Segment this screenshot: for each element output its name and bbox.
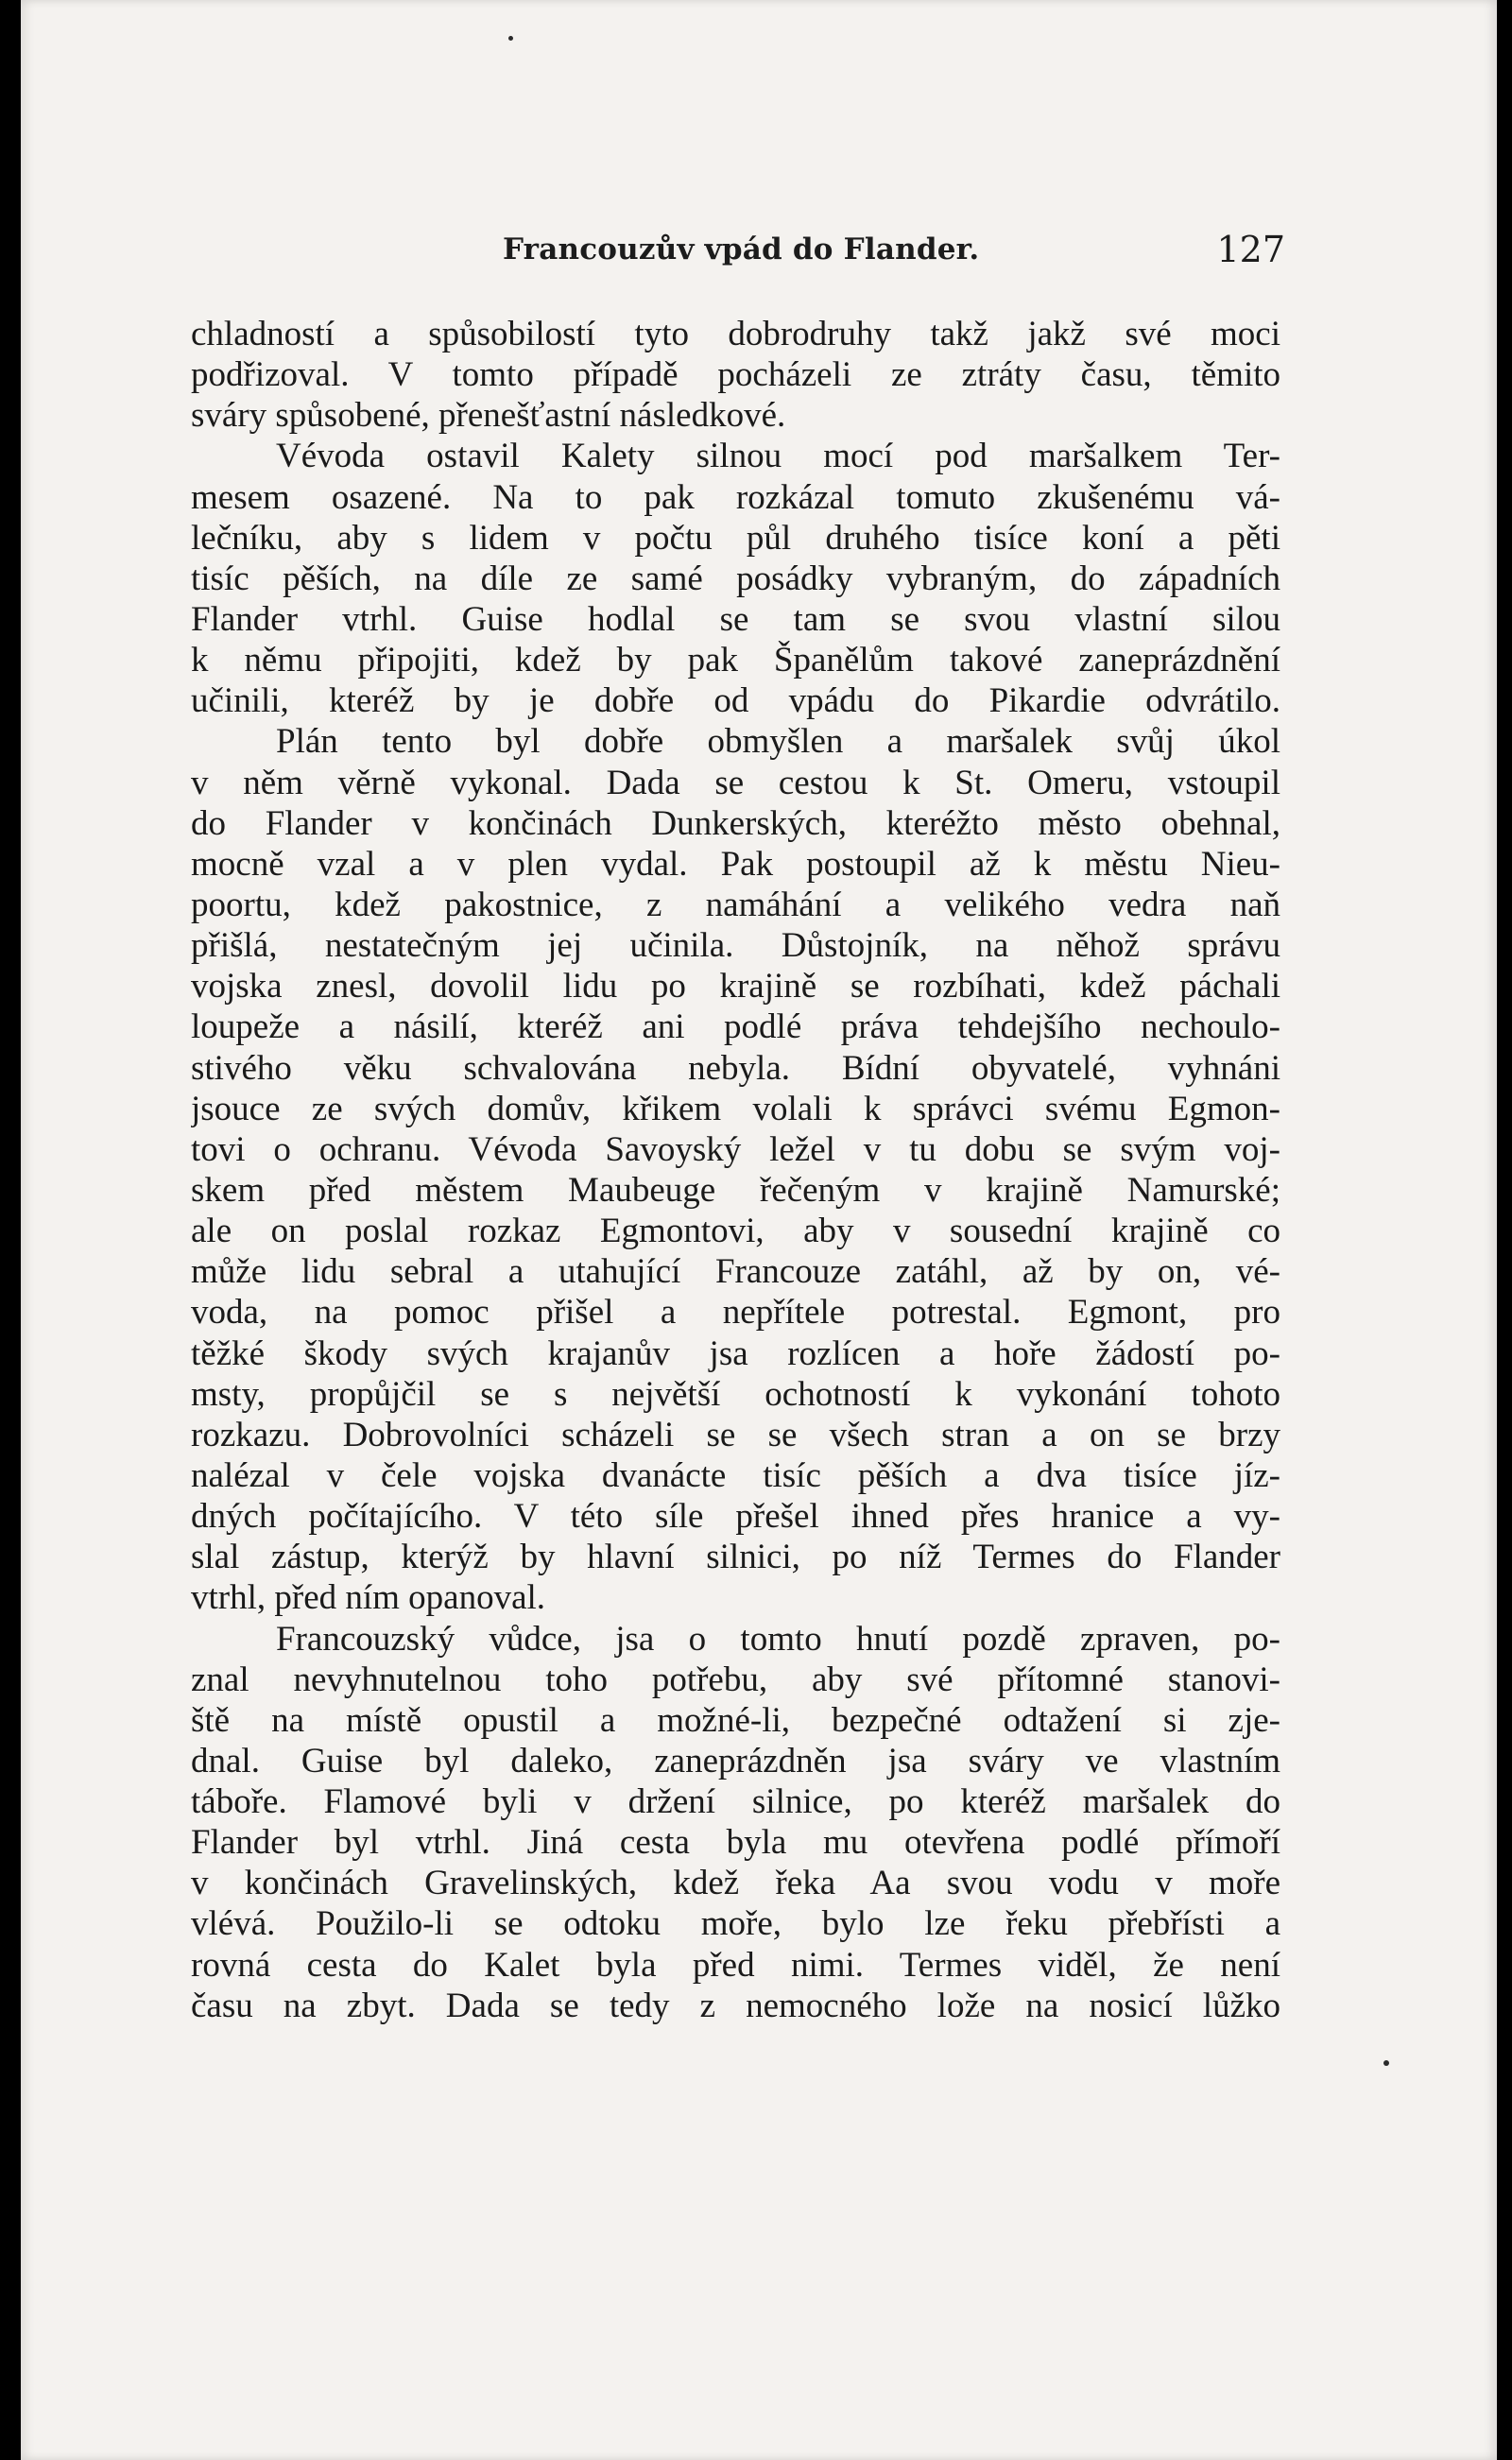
text-line: msty, propůjčil se s největší ochotností k vykonání tohoto (191, 1374, 1280, 1414)
text-line: Flander vtrhl. Guise hodlal se tam se svou vlastní silou (191, 599, 1280, 639)
text-line: ale on poslal rozkaz Egmontovi, aby v sousední krajině co (191, 1212, 1280, 1251)
text-line: v končinách Gravelinských, kdež řeka Aa svou vodu v moře (191, 1864, 1280, 1903)
running-header (181, 229, 1285, 285)
text-line: Flander byl vtrhl. Jiná cesta byla mu otevřena podlé přímoří (191, 1823, 1280, 1863)
text-line: mesem osazené. Na to pak rozkázal tomuto zkušenému vá- (191, 477, 1280, 517)
text-line: lečníku, aby s lidem v počtu půl druhého tisíce koní a pěti (191, 518, 1280, 558)
text-line: voda, na pomoc přišel a nepřítele potrestal. Egmont, pro (191, 1293, 1280, 1333)
text-line: do Flander v končinách Dunkerských, kteréžto město obehnal, (191, 803, 1280, 843)
paper-speck (1383, 2060, 1389, 2066)
running-title: Francouzův vpád do Flander. (503, 232, 980, 267)
text-line: rovná cesta do Kalet byla před nimi. Termes viděl, že není (191, 1945, 1280, 1985)
text-line: mocně vzal a v plen vydal. Pak postoupil až k městu Nieu- (191, 844, 1280, 884)
text-line: vlévá. Použilo-li se odtoku moře, bylo lze řeku přebřísti a (191, 1904, 1280, 1944)
text-line: chladností a spůsobilostí tyto dobrodruhy takž jakž své moci (191, 315, 1280, 353)
paper-speck (508, 36, 513, 41)
text-line: přišlá, nestatečným jej učinila. Důstojník, na něhož správu (191, 926, 1280, 966)
text-line: sváry spůsobené, přenešťastní následkové. (191, 396, 786, 436)
text-line: dných počítajícího. V této síle přešel ihned přes hranice a vy- (191, 1497, 1280, 1537)
text-line: tisíc pěších, na díle ze samé posádky vybraným, do západních (191, 559, 1280, 598)
text-line: loupeže a násilí, kteréž ani podlé práva tehdejšího nechoulo- (191, 1007, 1280, 1047)
text-line: znal nevyhnutelnou toho potřebu, aby své přítomné stanovi- (191, 1660, 1280, 1699)
text-line: táboře. Flamové byli v držení silnice, po kteréž maršalek do (191, 1782, 1280, 1822)
text-line: nalézal v čele vojska dvanácte tisíc pěších a dva tisíce jíz- (191, 1455, 1280, 1495)
text-line: vojska znesl, dovolil lidu po krajině se rozbíhati, kdež páchali (191, 967, 1280, 1006)
text-line: učinili, kteréž by je dobře od vpádu do Pikardie odvrátilo. (191, 681, 1280, 721)
text-line: ště na místě opustil a možné-li, bezpečné odtažení si zje- (191, 1700, 1280, 1740)
text-line: vtrhl, před ním opanoval. (191, 1578, 546, 1618)
book-page (21, 0, 1497, 2460)
body-text (191, 314, 1280, 2026)
text-line: dnal. Guise byl daleko, zaneprázdněn jsa sváry ve vlastním (191, 1741, 1280, 1780)
text-line: rozkazu. Dobrovolníci scházeli se se všech stran a on se brzy (191, 1415, 1280, 1454)
text-line: těžké škody svých krajanův jsa rozlícen a hoře žádostí po- (191, 1333, 1280, 1373)
text-line: Plán tento byl dobře obmyšlen a maršalek svůj úkol (276, 722, 1280, 762)
text-line: může lidu sebral a utahující Francouze zatáhl, až by on, vé- (191, 1252, 1280, 1292)
text-line: podřizoval. V tomto případě pocházeli ze ztráty času, těmito (191, 355, 1280, 395)
text-line: Vévoda ostavil Kalety silnou mocí pod maršalkem Ter- (276, 437, 1280, 476)
text-line: času na zbyt. Dada se tedy z nemocného lože na nosicí lůžko (191, 1986, 1280, 2025)
text-line: v něm věrně vykonal. Dada se cestou k St. Omeru, vstoupil (191, 763, 1280, 802)
page-number: 127 (1216, 229, 1285, 270)
text-line: stivého věku schvalována nebyla. Bídní obyvatelé, vyhnáni (191, 1048, 1280, 1088)
text-line: slal zástup, kterýž by hlavní silnici, po níž Termes do Flander (191, 1538, 1280, 1577)
text-line: poortu, kdež pakostnice, z namáhání a velikého vedra naň (191, 885, 1280, 924)
text-line: tovi o ochranu. Vévoda Savoyský ležel v tu dobu se svým voj- (191, 1129, 1280, 1169)
text-line: jsouce ze svých domův, křikem volali k správci svému Egmon- (191, 1089, 1280, 1128)
text-line: skem před městem Maubeuge řečeným v krajině Namurské; (191, 1170, 1280, 1210)
text-line: Francouzský vůdce, jsa o tomto hnutí pozdě zpraven, po- (276, 1619, 1280, 1659)
text-line: k němu připojiti, kdež by pak Španělům takové zaneprázdnění (191, 641, 1280, 680)
